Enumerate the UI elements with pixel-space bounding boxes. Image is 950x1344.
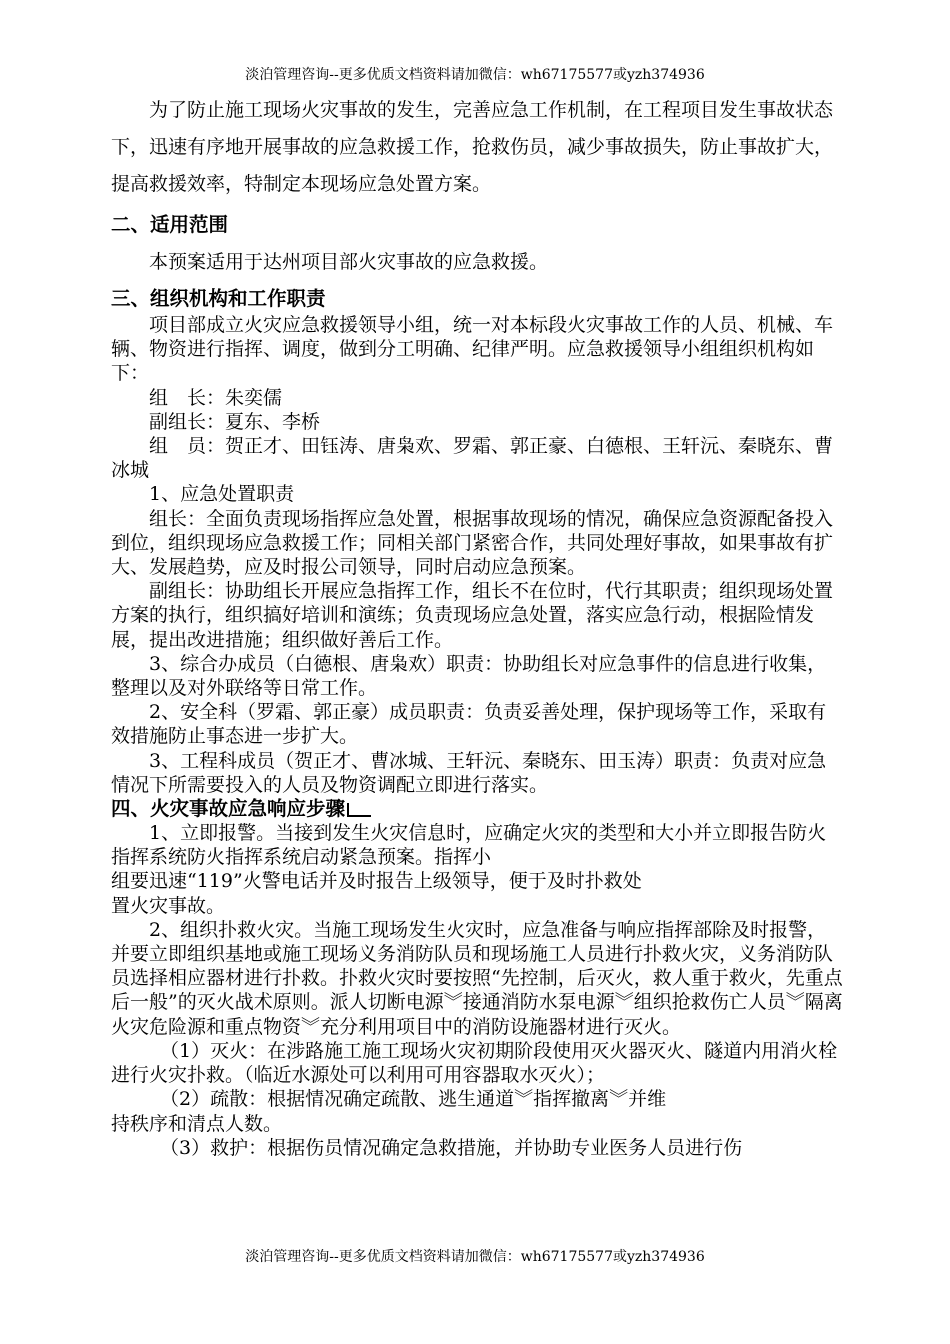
leader-duty-paragraph: 组长：全面负责现场指挥应急处置，根据事故现场的情况，确保应急资源配备投入到位，组织现场应急救援工作；同相关部门紧密合作，共同处理好事故，如果事故有扩大、发展趋势，应及时报公司领导，同时启动应急预案。: [111, 507, 834, 579]
page-footer: 淡泊管理咨询--更多优质文档资料请加微信：wh67175577或yzh374936: [245, 1249, 705, 1265]
engineering-duty-paragraph: 3、工程科成员（贺正才、曹冰城、王轩沅、秦晓东、田玉涛）职责：负责对应急情况下所需要投入的人员及物资调配立即进行落实。: [111, 749, 827, 796]
section-4-title: 四、火灾事故应急响应步骤: [111, 797, 346, 821]
section-3-heading: 三、组织机构和工作职责: [111, 287, 326, 310]
item-3-line: （3）救护：根据伤员情况确定急救措施，并协助专业医务人员进行伤: [160, 1136, 743, 1159]
step-2-paragraph: 2、组织扑救火灾。当施工现场发生火灾时，应急准备与响应指挥部除及时报警，并要立即组织基地或施工现场义务消防队员和现场施工人员进行扑救火灾，义务消防队员选择相应器材进行扑救。扑救火灾时要按照“先控制，后灭火，救人重于救火，先重点后一般”的灭火战术原则。派人切断电源︾接通消防水泵电源︾组织抢救伤亡人员︾隔离火灾危险源和重点物资︾充分利用项目中的消防设施器材进行灭火。: [111, 918, 843, 1038]
deputy-duty-paragraph: 副组长：协助组长开展应急指挥工作，组长不在位时，代行其职责；组织现场处置方案的执行，组织搞好培训和演练；负责现场应急处置，落实应急行动，根据险情发展，提出改进措施；组织做好善后工作。: [111, 580, 834, 651]
item-2-line-a: （2）疏散：根据情况确定疏散、逃生通道︾指挥撤离︾并维: [160, 1088, 667, 1111]
page-header: 淡泊管理咨询--更多优质文档资料请加微信：wh67175577或yzh374936: [245, 67, 705, 83]
item-1-paragraph: （1）灭火：在涉路施工施工现场火灾初期阶段使用灭火器灭火、隧道内用消火栓进行火灾扑救。（临近水源处可以利用可用容器取水灭火）；: [111, 1039, 838, 1087]
scope-paragraph: 本预案适用于达州项目部火灾事故的应急救援。: [149, 251, 549, 273]
office-duty-paragraph: 3、综合办成员（白德根、唐枭欢）职责：协助组长对应急事件的信息进行收集，整理以及对外联络等日常工作。: [111, 652, 827, 700]
duty-subheading: 1、应急处置职责: [149, 483, 295, 506]
section-4-heading: [111, 797, 843, 821]
item-2-line-b: 持秩序和清点人数。: [111, 1112, 283, 1135]
section-2-heading: 二、适用范围: [111, 213, 229, 236]
members-line: 组 员：贺正才、田钰涛、唐枭欢、罗霜、郭正豪、白德根、王轩沅、秦晓东、曹冰城: [111, 435, 834, 482]
text-cursor-mark: [347, 803, 371, 817]
step-1-line-b: 组要迅速“119”火警电话并及时报告上级领导，便于及时扑救处: [111, 870, 642, 893]
step-1-line-c: 置火灾事故。: [111, 894, 226, 917]
document-body: [111, 92, 843, 1160]
safety-duty-paragraph: 2、安全科（罗霜、郭正豪）成员职责：负责妥善处理，保护现场等工作，采取有效措施防止事态进一步扩大。: [111, 701, 827, 748]
intro-paragraph: 为了防止施工现场火灾事故的发生，完善应急工作机制，在工程项目发生事故状态下，迅速有序地开展事故的应急救援工作，抢救伤员，减少事故损失，防止事故扩大，提高救援效率，特制定本现场应急处置方案。: [111, 99, 834, 195]
step-1-line-a: 1、立即报警。当接到发生火灾信息时，应确定火灾的类型和大小并立即报告防火指挥系统防火指挥系统启动紧急预案。指挥小: [111, 822, 827, 869]
leader-line: 组 长：朱奕儒: [149, 386, 283, 409]
org-paragraph: 项目部成立火灾应急救援领导小组，统一对本标段火灾事故工作的人员、机械、车辆、物资进行指挥、调度，做到分工明确、纪律严明。应急救援领导小组组织机构如下：: [111, 314, 834, 385]
deputy-line: 副组长：夏东、李桥: [149, 410, 321, 433]
